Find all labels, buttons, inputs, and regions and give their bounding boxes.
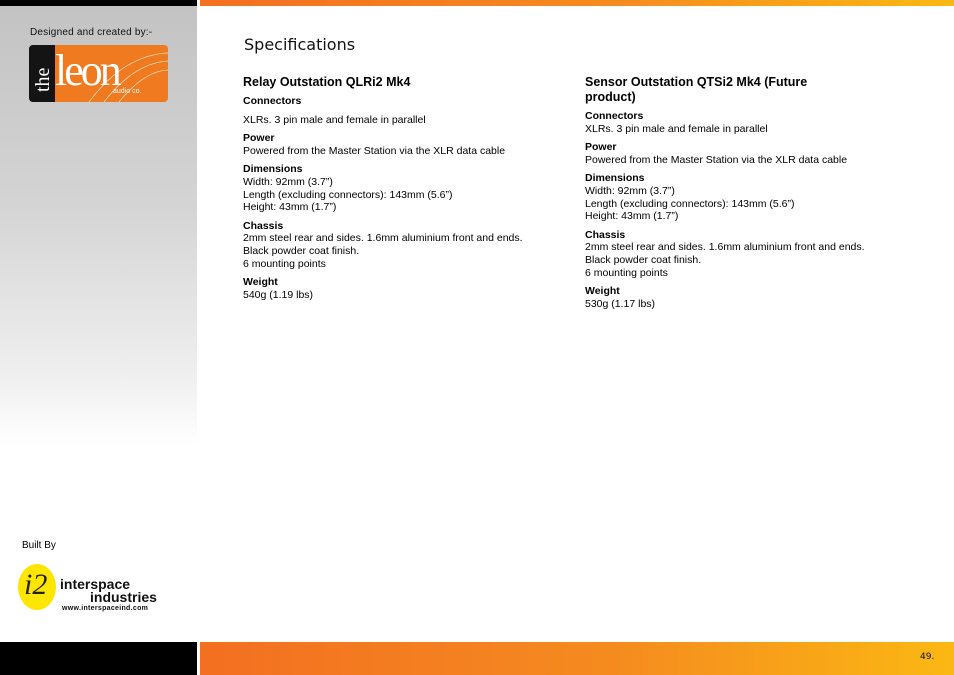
connectors-text: XLRs. 3 pin male and female in parallel bbox=[243, 113, 426, 126]
dimensions-label: Dimensions bbox=[585, 172, 645, 185]
weight-text: 530g (1.17 lbs) bbox=[585, 297, 656, 310]
logo-the-text: the bbox=[32, 67, 54, 92]
leon-audio-logo bbox=[29, 45, 168, 102]
dimensions-text: Width: 92mm (3.7”) Length (excluding connectors): 143mm (5.6”) Height: 43mm (1.7”) bbox=[243, 175, 453, 214]
relay-outstation-column bbox=[243, 75, 563, 301]
logo-industries-text: industries bbox=[90, 589, 157, 605]
weight-label: Weight bbox=[243, 276, 278, 289]
logo-sub-text: audio co. bbox=[113, 88, 142, 95]
dimensions-label: Dimensions bbox=[243, 163, 303, 176]
interspace-industries-logo bbox=[18, 563, 188, 613]
dimensions-text: Width: 92mm (3.7”) Length (excluding connectors): 143mm (5.6”) Height: 43mm (1.7”) bbox=[585, 184, 795, 223]
i2-mark-icon bbox=[18, 564, 56, 610]
connectors-label: Connectors bbox=[585, 110, 644, 122]
bottom-black-band bbox=[0, 642, 197, 675]
top-orange-band bbox=[200, 0, 954, 6]
logo-leon-text: leon bbox=[55, 46, 119, 95]
chassis-text: 2mm steel rear and sides. 1.6mm aluminium front and ends. Black powder coat finish. 6 mounting points bbox=[585, 241, 865, 279]
power-label: Power bbox=[243, 132, 275, 145]
weight-text: 540g (1.19 lbs) bbox=[243, 288, 314, 301]
power-text: Powered from the Master Station via the XLR data cable bbox=[585, 153, 848, 166]
logo-url-text: www.interspaceind.com bbox=[62, 605, 149, 612]
logo-interspace-text: interspace bbox=[60, 576, 131, 592]
chassis-label: Chassis bbox=[585, 228, 626, 241]
sensor-outstation-column bbox=[585, 75, 905, 310]
connectors-label: Connectors bbox=[243, 95, 302, 107]
bottom-orange-band bbox=[200, 642, 954, 675]
i2-mark-text: i2 bbox=[24, 568, 48, 601]
column-heading: Sensor Outstation QTSi2 Mk4 (Future product) bbox=[585, 75, 808, 104]
column-heading: Relay Outstation QLRi2 Mk4 bbox=[243, 75, 411, 89]
designed-by-label: Designed and created by:- bbox=[30, 27, 153, 38]
page-title: Specifications bbox=[244, 35, 356, 54]
chassis-text: 2mm steel rear and sides. 1.6mm aluminium front and ends. Black powder coat finish. 6 mounting points bbox=[243, 232, 523, 270]
connectors-text: XLRs. 3 pin male and female in parallel bbox=[585, 122, 768, 135]
built-by-label: Built By bbox=[22, 540, 56, 551]
power-text: Powered from the Master Station via the XLR data cable bbox=[243, 144, 506, 157]
chassis-label: Chassis bbox=[243, 219, 284, 232]
weight-label: Weight bbox=[585, 285, 620, 298]
power-label: Power bbox=[585, 141, 617, 154]
page-number: 49. bbox=[920, 652, 935, 662]
